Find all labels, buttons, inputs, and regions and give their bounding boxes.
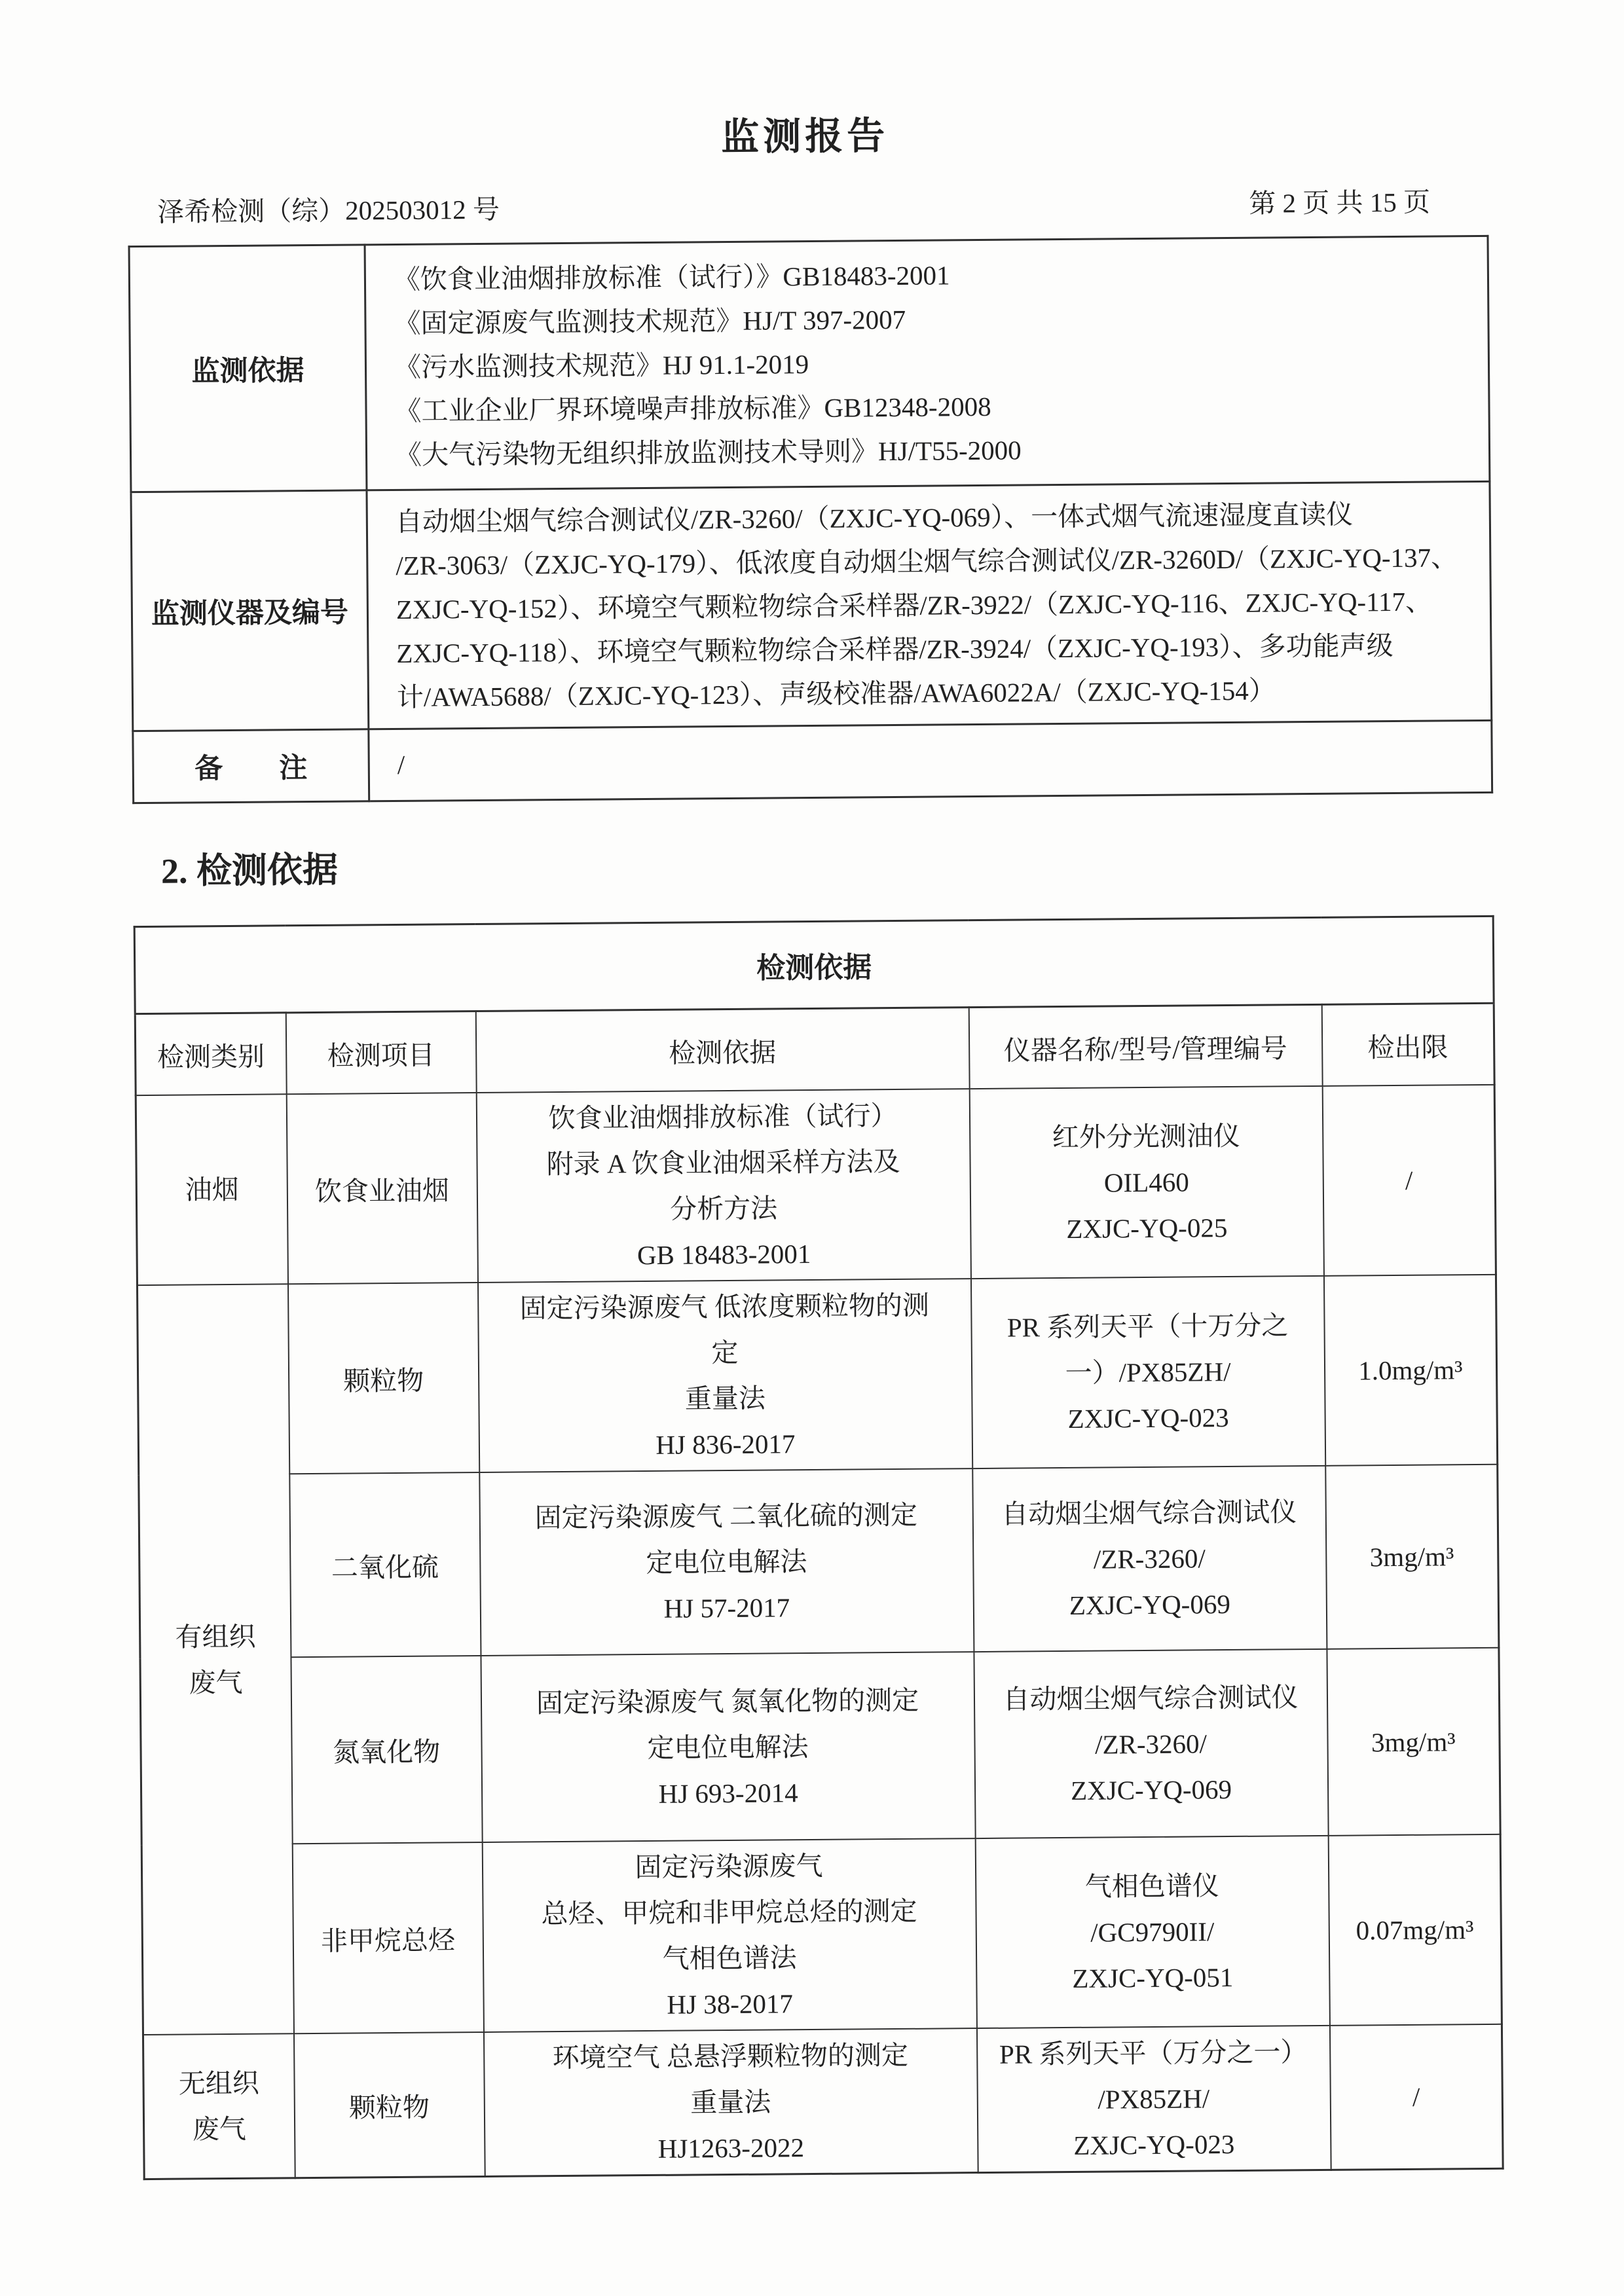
cell-basis: 固定污染源废气 氮氧化物的测定 定电位电解法 HJ 693-2014 xyxy=(481,1652,975,1842)
table-title-row xyxy=(134,916,1494,1013)
monitoring-instruments-label: 监测仪器及编号 xyxy=(131,490,369,731)
page-indicator: 第 2 页 共 15 页 xyxy=(1249,187,1431,219)
table-row xyxy=(139,1465,1499,1658)
cell-detection-limit: / xyxy=(1322,1085,1496,1276)
cell-detection-limit: 3mg/m³ xyxy=(1325,1465,1499,1649)
cell-basis: 环境空气 总悬浮颗粒物的测定 重量法 HJ1263-2022 xyxy=(483,2028,978,2176)
column-header-basis: 检测依据 xyxy=(475,1008,969,1093)
table-row xyxy=(131,481,1492,731)
cell-instrument: 自动烟尘烟气综合测试仪 /ZR-3260/ ZXJC-YQ-069 xyxy=(974,1649,1328,1838)
document-number: 泽希检测（综）202503012 号 xyxy=(157,194,500,227)
monitoring-basis-content: 《饮食业油烟排放标准（试行）》GB18483-2001 《固定源废气监测技术规范》HJ/T 397-2007 《污水监测技术规范》HJ 91.1-2019 《工业企业厂界环境噪声排放标准》GB12348-2008 《大气污染物无组织排放监测技术导则》HJ/T55-2000 xyxy=(365,236,1490,490)
table-row xyxy=(140,1648,1500,1845)
cell-item: 饮食业油烟 xyxy=(286,1093,477,1284)
cell-item: 非甲烷总烃 xyxy=(292,1842,483,2033)
cell-category: 油烟 xyxy=(136,1094,287,1285)
table-row xyxy=(141,1834,1502,2035)
cell-basis: 固定污染源废气 低浓度颗粒物的测 定 重量法 HJ 836-2017 xyxy=(477,1279,972,1472)
cell-instrument: 自动烟尘烟气综合测试仪 /ZR-3260/ ZXJC-YQ-069 xyxy=(972,1466,1327,1652)
remarks-label: 备 注 xyxy=(133,729,369,803)
monitoring-instruments-content: 自动烟尘烟气综合测试仪/ZR-3260/（ZXJC-YQ-069）、一体式烟气流速湿度直读仪 /ZR-3063/（ZXJC-YQ-179）、低浓度自动烟尘烟气综合测试仪/ZR-3260D/（ZXJC-YQ-137、 ZXJC-YQ-152）、环境空气颗粒物综合采样器/ZR-3922/（ZXJC-YQ-116、ZXJC-YQ-117、 ZXJC-YQ-118）、环境空气颗粒物综合采样器/ZR-3924/（ZXJC-YQ-193）、多功能声级 计/AWA5688/（ZXJC-YQ-123）、声级校准器/AWA6022A/（ZXJC-YQ-154） xyxy=(367,481,1492,729)
cell-instrument: PR 系列天平（十万分之 一）/PX85ZH/ ZXJC-YQ-023 xyxy=(970,1276,1325,1468)
section-heading: 2. 检测依据 xyxy=(160,850,339,891)
cell-item: 氮氧化物 xyxy=(291,1656,482,1844)
table-row xyxy=(143,2024,1503,2179)
cell-item: 二氧化硫 xyxy=(289,1472,481,1657)
table-row xyxy=(136,1085,1496,1285)
table-row xyxy=(133,720,1492,803)
cell-item: 颗粒物 xyxy=(287,1283,479,1474)
table-title: 检测依据 xyxy=(134,916,1494,1013)
table-row xyxy=(137,1275,1497,1475)
cell-instrument: 气相色谱仪 /GC9790II/ ZXJC-YQ-051 xyxy=(975,1836,1329,2028)
cell-basis: 固定污染源废气 总烃、甲烷和非甲烷总烃的测定 气相色谱法 HJ 38-2017 xyxy=(482,1838,976,2032)
cell-instrument: 红外分光测油仪 OIL460 ZXJC-YQ-025 xyxy=(969,1086,1323,1279)
cell-basis: 固定污染源废气 二氧化硫的测定 定电位电解法 HJ 57-2017 xyxy=(479,1468,974,1656)
detection-basis-table xyxy=(134,915,1504,2180)
remarks-content: / xyxy=(369,720,1492,801)
cell-instrument: PR 系列天平（万分之一） /PX85ZH/ ZXJC-YQ-023 xyxy=(976,2026,1331,2173)
cell-category: 有组织 废气 xyxy=(137,1284,293,2035)
column-header-category: 检测类别 xyxy=(135,1013,286,1095)
column-header-row xyxy=(135,1003,1494,1095)
monitoring-basis-label: 监测依据 xyxy=(129,245,367,492)
cell-item: 颗粒物 xyxy=(293,2032,485,2178)
table-row xyxy=(129,236,1490,492)
column-header-detection-limit: 检出限 xyxy=(1321,1003,1494,1086)
cell-detection-limit: 1.0mg/m³ xyxy=(1323,1275,1497,1466)
monitoring-info-table xyxy=(128,235,1494,804)
cell-category: 无组织 废气 xyxy=(143,2033,295,2179)
column-header-item: 检测项目 xyxy=(286,1011,476,1095)
cell-detection-limit: / xyxy=(1329,2024,1503,2170)
cell-detection-limit: 3mg/m³ xyxy=(1327,1648,1500,1836)
cell-detection-limit: 0.07mg/m³ xyxy=(1328,1834,1502,2026)
page-title: 监测报告 xyxy=(720,115,889,159)
column-header-instrument: 仪器名称/型号/管理编号 xyxy=(969,1004,1322,1089)
header-meta-row xyxy=(157,188,1430,227)
cell-basis: 饮食业油烟排放标准（试行） 附录 A 饮食业油烟采样方法及 分析方法 GB 18483-2001 xyxy=(476,1089,970,1283)
